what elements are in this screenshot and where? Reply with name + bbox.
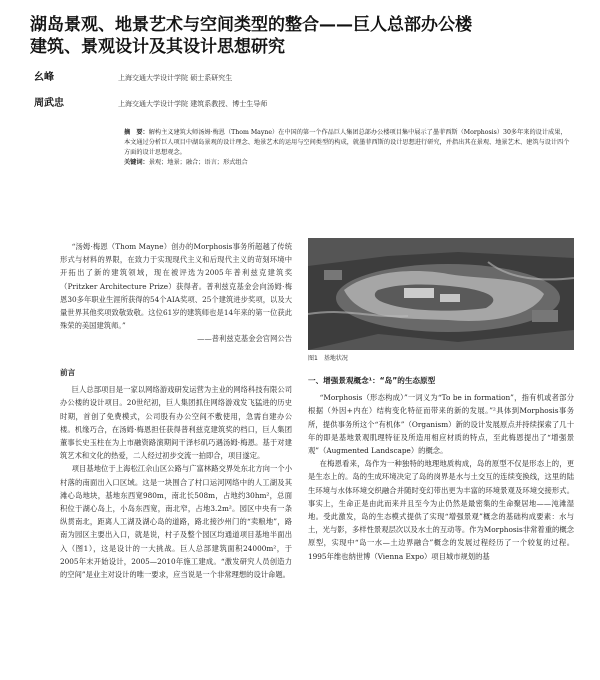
intro-paragraph-2: 项目基地位于上海松江佘山区公路与广富林路交界处东北方向一个小村落的南面出入口区域。这是一块围合了村口运河网络中的人工湖及其滩心岛地块，基地东西宽980m，南北长508m，占地约30hm²，总面积位于湖心岛上，小岛东西宽，南北窄，占地3.2m²。园区中央有一条纵贯南北，距离人工湖及湖心岛的道路，路北接沙州门的“卖粮地”，路南为园区主要出入口，就是说，村子及整个园区均通道项目基地半面出入（图1），这是设计的一大挑战。巨人总部建筑面积24000m²，于2005年末开始设计，2005—2010年施工建成。“激发研究人员创造力的空间”是业主对设计的唯一要求，应当说是一个非常理想的设计命题。 bbox=[60, 464, 292, 580]
intro-heading: 前言 bbox=[60, 368, 76, 377]
author-affiliation: 上海交通大学设计学院 硕士系研究生 bbox=[118, 74, 233, 82]
title-line-1: 湖岛景观、地景艺术与空间类型的整合——巨人总部办公楼 bbox=[30, 15, 472, 35]
site-aerial-photo bbox=[308, 238, 574, 350]
paper-title bbox=[30, 14, 590, 58]
figure-caption: 图1 基地状况 bbox=[308, 355, 348, 362]
author-name: 幺峰 bbox=[34, 72, 54, 83]
section-1 bbox=[308, 368, 574, 563]
intro-section bbox=[60, 360, 292, 581]
author-name: 周武忠 bbox=[34, 98, 64, 109]
quote-text: “汤姆·梅恩（Thom Mayne）创办的Morphosis事务所超越了传统形式与材料的界限，在致力于实现现代主义和后现代主义的苛刻环境中开拓出了新的建筑领域，现在被评选为2005年普利兹克建筑奖（Pritzker Architecture Prize）获得者。普利兹克基金会向汤姆·梅恩30多年职业生涯所获得的54个AIA奖项、25个建筑进步奖项，以及大量世界其他奖项致敬致敬。这位61岁的建筑师也是14年来的第一位获此殊荣的美国建筑师。” bbox=[60, 242, 292, 331]
section-1-heading: 一、增强景观概念¹：“岛”的生态原型 bbox=[308, 376, 436, 385]
abstract-text: 解构主义建筑大师汤姆·梅恩（Thom Mayne）在中国的第一个作品巨人集团总部办公楼项目集中展示了墨菲西斯（Morphosis）30多年来的设计成果，本文通过分析巨人项目中湖岛景观的设计理念、地景艺术的运用与空间类型的构成，就墨菲西斯的设计思想进行研究，并指出其在景观、地景艺术、建筑与设计四个方面的设计思想观念。 bbox=[124, 129, 570, 156]
section-1-paragraph-1: “Morphosis（形态构成）”一词义为“To be in formation”，指有机或者部分根据（外因+内在）结构变化特征而带来的新的发展。”²具体到Morphosis事务所，提供事务所这个“有机体”（Organism）新的设计发展原点并持续探索了几十年的即是基地景观肌理特征及所造用相应材质的特点，至此梅恩提出了“增强景观”（Augmented Landscape）的概念。 bbox=[308, 393, 574, 456]
quote-source: ——普利兹克基金会官网公告 bbox=[197, 334, 292, 344]
title-line-2: 建筑、景观设计及其设计思想研究 bbox=[30, 37, 285, 57]
intro-paragraph-1: 巨人总部项目是一家以网络游戏研发运营为主业的网络科技有限公司办公楼的设计项目。20世纪初，巨人集团抓住网络游戏发飞猛进的历史时期，首创了免费模式，公司股有办公空间不敷使用，急需自建办公楼。机缘巧合，在汤姆·梅恩担任获得普利兹克建筑奖的档口，巨人集团董事长史玉柱在为上市融资路演期间干泽杉矶巧遇汤姆·梅恩。基于对建筑艺术和文化的热爱，二人经过初步交流一拍即合，项目遂定。 bbox=[60, 385, 292, 461]
author-1 bbox=[34, 70, 574, 86]
abstract-block bbox=[124, 128, 572, 168]
section-1-paragraph-2: 在梅恩看来，岛作为一种独特的地理地质构成，岛的原型不仅是形态上的，更是生态上的。岛的生成环境决定了岛的岗界是水与土交互的连续变换线，这里的陆生环境与水体环境交织融合并随时变幻带出更为丰富的环境景观及环境交接形式。事实上，生命正是由此而来并且至今为止仍然是最密集的生命聚居地——沌滩湿地。受此激发，岛的生态模式提供了实现“增强景观”概念的基础构成要素：水与土，光与影，多样性景观层次以及水土的互动等。作为Morphosis非常着重的概念原型，实现中“岛一水—土边界融合”概念的发展过程经历了一个较复的过程。1995年维也纳世博（Vienna Expo）项目城市规划的基 bbox=[308, 459, 574, 561]
abstract-label: 摘 要： bbox=[124, 129, 149, 136]
aerial-photo-image bbox=[308, 238, 574, 350]
keywords-text: 景观；地景；融合；语言；形式组合 bbox=[148, 159, 248, 166]
author-2 bbox=[34, 96, 574, 112]
keywords-label: 关键词： bbox=[124, 159, 149, 166]
epigraph-quote bbox=[60, 240, 292, 346]
author-affiliation: 上海交通大学设计学院 建筑系教授、博士生导师 bbox=[118, 100, 268, 108]
